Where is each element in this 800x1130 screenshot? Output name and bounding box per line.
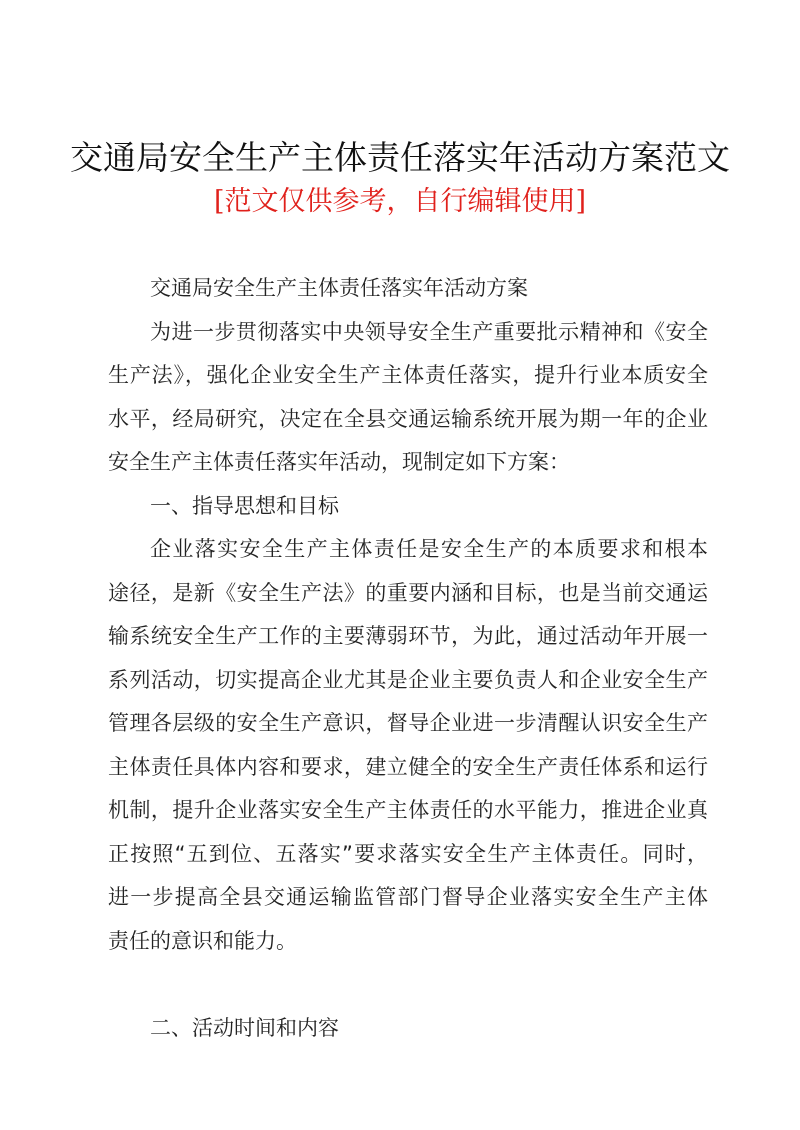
body-line: 正按照“五到位、五落实”要求落实安全生产主体责任。同时， bbox=[108, 841, 708, 866]
section-heading: 一、指导思想和目标 bbox=[150, 493, 339, 518]
body-line: 企业落实安全生产主体责任是安全生产的本质要求和根本 bbox=[150, 537, 708, 561]
body-line: 生产法》，强化企业安全生产主体责任落实，提升行业本质安全 bbox=[108, 363, 708, 387]
body-line: 主体责任具体内容和要求，建立健全的安全生产责任体系和运行 bbox=[108, 754, 708, 779]
body-line: 途径，是新《安全生产法》的重要内涵和目标，也是当前交通运 bbox=[108, 580, 708, 605]
body-line: 责任的意识和能力。 bbox=[108, 928, 297, 953]
document-body bbox=[108, 267, 708, 1050]
body-line: 交通局安全生产主体责任落实年活动方案 bbox=[150, 276, 528, 300]
section-heading: 二、活动时间和内容 bbox=[150, 1015, 339, 1040]
document-subtitle: [范文仅供参考，自行编辑使用] bbox=[213, 186, 587, 217]
body-line: 安全生产主体责任落实年活动，现制定如下方案： bbox=[108, 450, 570, 474]
document-title: 交通局安全生产主体责任落实年活动方案范文 bbox=[70, 138, 730, 177]
body-line: 管理各层级的安全生产意识，督导企业进一步清醒认识安全生产 bbox=[108, 711, 708, 735]
body-line: 水平，经局研究，决定在全县交通运输系统开展为期一年的企业 bbox=[108, 406, 708, 431]
body-line: 机制，提升企业落实安全生产主体责任的水平能力，推进企业真 bbox=[108, 798, 708, 822]
blank-line bbox=[108, 963, 708, 1007]
body-line: 输系统安全生产工作的主要薄弱环节，为此，通过活动年开展一 bbox=[108, 624, 708, 648]
body-line: 为进一步贯彻落实中央领导安全生产重要批示精神和《安全 bbox=[150, 319, 708, 344]
body-line: 进一步提高全县交通运输监管部门督导企业落实安全生产主体 bbox=[108, 885, 708, 909]
body-line: 系列活动，切实提高企业尤其是企业主要负责人和企业安全生产 bbox=[108, 667, 708, 692]
